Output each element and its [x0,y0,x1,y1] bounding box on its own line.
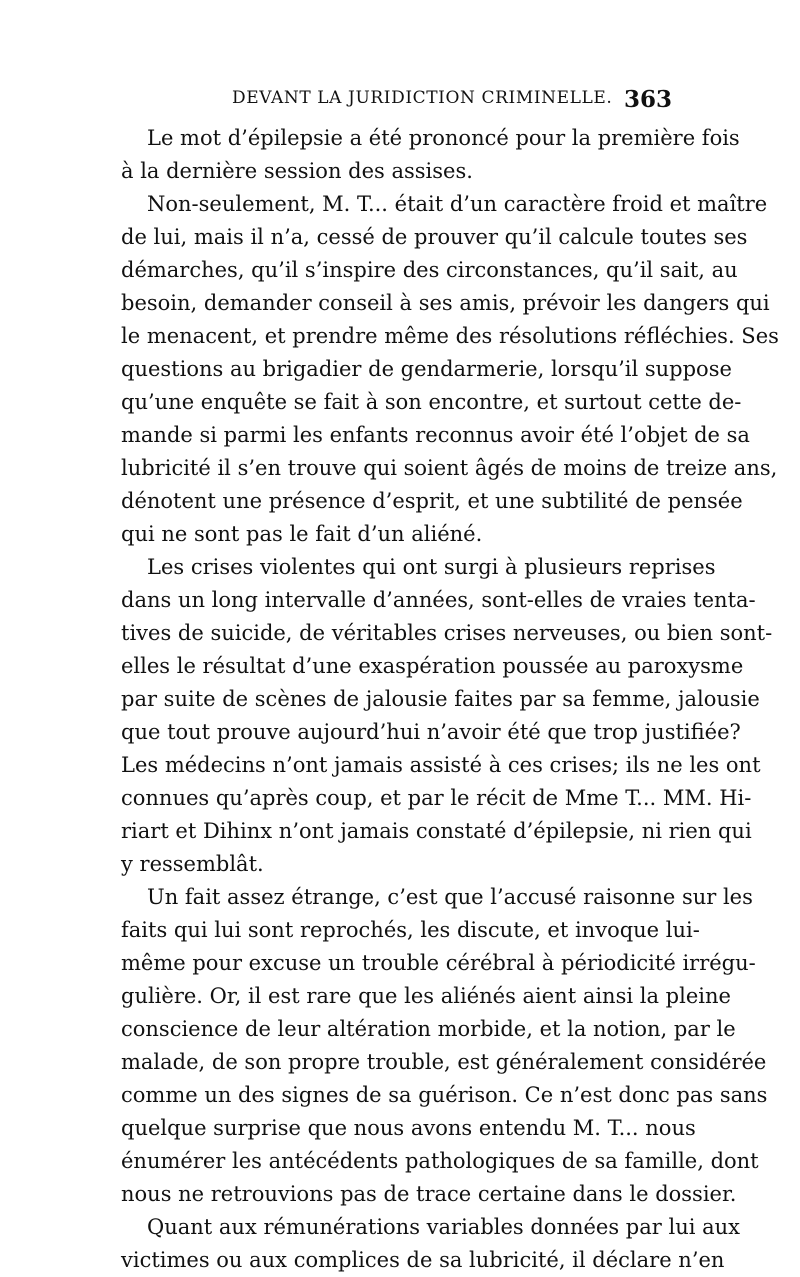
text-line: besoin, demander conseil à ses amis, prévoir les dangers qui [121,291,770,315]
text-line: comme un des signes de sa guérison. Ce n’est donc pas sans [121,1083,768,1107]
text-line: même pour excuse un trouble cérébral à périodicité irrégu- [121,951,756,975]
text-line: Un fait assez étrange, c’est que l’accusé raisonne sur les [147,885,753,909]
text-line: connues qu’après coup, et par le récit de Mme T... MM. Hi- [121,786,752,810]
running-title: DEVANT LA JURIDICTION CRIMINELLE. [232,88,613,108]
body-text [121,122,779,1272]
text-line: Le mot d’épilepsie a été prononcé pour la première fois [147,126,740,150]
text-line: quelque surprise que nous avons entendu M. T... nous [121,1116,696,1140]
text-line: tives de suicide, de véritables crises nerveuses, ou bien sont- [121,621,773,645]
text-line: à la dernière session des assises. [121,159,473,183]
page-number: 363 [623,86,672,113]
text-line: nous ne retrouvions pas de trace certaine dans le dossier. [121,1182,737,1206]
text-line: y ressemblât. [121,852,264,876]
text-line: de lui, mais il n’a, cessé de prouver qu’il calcule toutes ses [121,225,748,249]
text-line: malade, de son propre trouble, est généralement considérée [121,1050,767,1074]
text-line: Non-seulement, M. T... était d’un caractère froid et maître [147,192,768,216]
text-line: conscience de leur altération morbide, et la notion, par le [121,1017,736,1041]
text-line: énumérer les antécédents pathologiques de sa famille, dont [121,1149,759,1173]
text-line: questions au brigadier de gendarmerie, lorsqu’il suppose [121,357,732,381]
text-line: Les médecins n’ont jamais assisté à ces crises; ils ne les ont [121,753,761,777]
running-head [120,88,680,116]
text-line: qui ne sont pas le fait d’un aliéné. [121,522,483,546]
text-line: riart et Dihinx n’ont jamais constaté d’épilepsie, ni rien qui [121,819,752,843]
text-line: démarches, qu’il s’inspire des circonstances, qu’il sait, au [121,258,738,282]
text-line: mande si parmi les enfants reconnus avoir été l’objet de sa [121,423,750,447]
text-line: gulière. Or, il est rare que les aliénés aient ainsi la pleine [121,984,731,1008]
text-line: qu’une enquête se fait à son encontre, et surtout cette de- [121,390,742,414]
text-line: lubricité il s’en trouve qui soient âgés de moins de treize ans, [121,456,778,480]
text-line: que tout prouve aujourd’hui n’avoir été que trop justifiée? [121,720,741,744]
text-line: elles le résultat d’une exaspération poussée au paroxysme [121,654,744,678]
text-line: faits qui lui sont reprochés, les discute, et invoque lui- [121,918,700,942]
text-line: dénotent une présence d’esprit, et une subtilité de pensée [121,489,743,513]
text-line: dans un long intervalle d’années, sont-elles de vraies tenta- [121,588,756,612]
text-line: victimes ou aux complices de sa lubricité, il déclare n’en [121,1248,725,1272]
text-line: Les crises violentes qui ont surgi à plusieurs reprises [147,555,716,579]
text-line: le menacent, et prendre même des résolutions réfléchies. Ses [121,324,779,348]
text-line: par suite de scènes de jalousie faites par sa femme, jalousie [121,687,760,711]
text-line: Quant aux rémunérations variables données par lui aux [147,1215,740,1239]
